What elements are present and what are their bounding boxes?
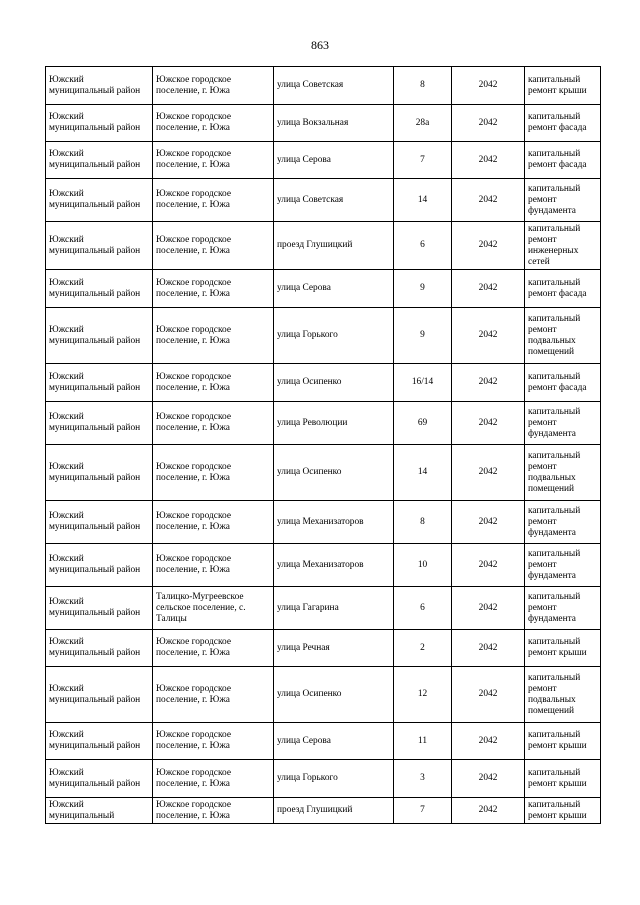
street-cell: улица Серова [274, 270, 394, 308]
street-cell: улица Горького [274, 308, 394, 364]
year-cell: 2042 [452, 308, 525, 364]
district-cell: Южский муниципальный район [46, 222, 153, 270]
house-number-cell: 28а [394, 105, 452, 142]
district-cell: Южский муниципальный район [46, 402, 153, 445]
work-type-cell: капитальный ремонт подвальных помещений [525, 308, 601, 364]
settlement-cell: Южское городское поселение, г. Южа [153, 222, 274, 270]
work-type-cell: капитальный ремонт фасада [525, 364, 601, 402]
house-number-cell: 69 [394, 402, 452, 445]
work-type-cell: капитальный ремонт крыши [525, 723, 601, 760]
house-number-cell: 6 [394, 587, 452, 630]
table-row [46, 142, 601, 179]
district-cell: Южский муниципальный район [46, 105, 153, 142]
house-number-cell: 7 [394, 798, 452, 824]
house-number-cell: 16/14 [394, 364, 452, 402]
table-row [46, 308, 601, 364]
year-cell: 2042 [452, 667, 525, 723]
settlement-cell: Южское городское поселение, г. Южа [153, 308, 274, 364]
settlement-cell: Южское городское поселение, г. Южа [153, 179, 274, 222]
settlement-cell: Южское городское поселение, г. Южа [153, 723, 274, 760]
year-cell: 2042 [452, 723, 525, 760]
settlement-cell: Южское городское поселение, г. Южа [153, 105, 274, 142]
work-type-cell: капитальный ремонт подвальных помещений [525, 445, 601, 501]
table-row [46, 798, 601, 824]
year-cell: 2042 [452, 364, 525, 402]
street-cell: улица Советская [274, 67, 394, 105]
table-row [46, 105, 601, 142]
street-cell: проезд Глушицкий [274, 222, 394, 270]
house-number-cell: 10 [394, 544, 452, 587]
house-number-cell: 14 [394, 179, 452, 222]
street-cell: улица Осипенко [274, 445, 394, 501]
district-cell: Южский муниципальный район [46, 667, 153, 723]
district-cell: Южский муниципальный район [46, 364, 153, 402]
street-cell: улица Серова [274, 142, 394, 179]
house-number-cell: 9 [394, 270, 452, 308]
settlement-cell: Южское городское поселение, г. Южа [153, 445, 274, 501]
street-cell: улица Революции [274, 402, 394, 445]
district-cell: Южский муниципальный район [46, 630, 153, 667]
house-number-cell: 9 [394, 308, 452, 364]
work-type-cell: капитальный ремонт крыши [525, 67, 601, 105]
settlement-cell: Южское городское поселение, г. Южа [153, 798, 274, 824]
table-row [46, 270, 601, 308]
settlement-cell: Южское городское поселение, г. Южа [153, 667, 274, 723]
year-cell: 2042 [452, 501, 525, 544]
work-type-cell: капитальный ремонт фасада [525, 270, 601, 308]
street-cell: улица Гагарина [274, 587, 394, 630]
work-type-cell: капитальный ремонт фундамента [525, 544, 601, 587]
street-cell: улица Механизаторов [274, 501, 394, 544]
district-cell: Южский муниципальный [46, 798, 153, 824]
table-row [46, 544, 601, 587]
district-cell: Южский муниципальный район [46, 501, 153, 544]
year-cell: 2042 [452, 222, 525, 270]
district-cell: Южский муниципальный район [46, 587, 153, 630]
table-row [46, 445, 601, 501]
year-cell: 2042 [452, 270, 525, 308]
street-cell: проезд Глушицкий [274, 798, 394, 824]
year-cell: 2042 [452, 179, 525, 222]
settlement-cell: Южское городское поселение, г. Южа [153, 402, 274, 445]
district-cell: Южский муниципальный район [46, 179, 153, 222]
street-cell: улица Речная [274, 630, 394, 667]
street-cell: улица Механизаторов [274, 544, 394, 587]
table-row [46, 760, 601, 798]
street-cell: улица Советская [274, 179, 394, 222]
work-type-cell: капитальный ремонт инженерных сетей [525, 222, 601, 270]
district-cell: Южский муниципальный район [46, 67, 153, 105]
work-type-cell: капитальный ремонт крыши [525, 798, 601, 824]
house-number-cell: 11 [394, 723, 452, 760]
year-cell: 2042 [452, 67, 525, 105]
district-cell: Южский муниципальный район [46, 723, 153, 760]
year-cell: 2042 [452, 445, 525, 501]
house-number-cell: 12 [394, 667, 452, 723]
settlement-cell: Южское городское поселение, г. Южа [153, 544, 274, 587]
work-type-cell: капитальный ремонт фасада [525, 142, 601, 179]
street-cell: улица Вокзальная [274, 105, 394, 142]
district-cell: Южский муниципальный район [46, 445, 153, 501]
settlement-cell: Южское городское поселение, г. Южа [153, 142, 274, 179]
table-row [46, 402, 601, 445]
settlement-cell: Талицко-Мугреевское сельское поселение, с. Талицы [153, 587, 274, 630]
year-cell: 2042 [452, 630, 525, 667]
year-cell: 2042 [452, 105, 525, 142]
work-type-cell: капитальный ремонт крыши [525, 760, 601, 798]
district-cell: Южский муниципальный район [46, 270, 153, 308]
table-row [46, 667, 601, 723]
district-cell: Южский муниципальный район [46, 142, 153, 179]
house-number-cell: 8 [394, 501, 452, 544]
settlement-cell: Южское городское поселение, г. Южа [153, 501, 274, 544]
repair-schedule-table [45, 66, 601, 824]
district-cell: Южский муниципальный район [46, 308, 153, 364]
street-cell: улица Осипенко [274, 364, 394, 402]
table-body [46, 67, 601, 824]
work-type-cell: капитальный ремонт фундамента [525, 402, 601, 445]
district-cell: Южский муниципальный район [46, 760, 153, 798]
table-row [46, 67, 601, 105]
settlement-cell: Южское городское поселение, г. Южа [153, 760, 274, 798]
street-cell: улица Серова [274, 723, 394, 760]
street-cell: улица Горького [274, 760, 394, 798]
table-row [46, 222, 601, 270]
table-row [46, 630, 601, 667]
work-type-cell: капитальный ремонт подвальных помещений [525, 667, 601, 723]
settlement-cell: Южское городское поселение, г. Южа [153, 270, 274, 308]
work-type-cell: капитальный ремонт фасада [525, 105, 601, 142]
house-number-cell: 3 [394, 760, 452, 798]
house-number-cell: 14 [394, 445, 452, 501]
table-row [46, 723, 601, 760]
work-type-cell: капитальный ремонт фундамента [525, 587, 601, 630]
house-number-cell: 8 [394, 67, 452, 105]
table-row [46, 501, 601, 544]
year-cell: 2042 [452, 760, 525, 798]
work-type-cell: капитальный ремонт фундамента [525, 179, 601, 222]
work-type-cell: капитальный ремонт крыши [525, 630, 601, 667]
house-number-cell: 2 [394, 630, 452, 667]
year-cell: 2042 [452, 798, 525, 824]
year-cell: 2042 [452, 544, 525, 587]
year-cell: 2042 [452, 402, 525, 445]
settlement-cell: Южское городское поселение, г. Южа [153, 364, 274, 402]
house-number-cell: 7 [394, 142, 452, 179]
year-cell: 2042 [452, 587, 525, 630]
house-number-cell: 6 [394, 222, 452, 270]
page-number: 863 [311, 38, 329, 52]
table-row [46, 179, 601, 222]
street-cell: улица Осипенко [274, 667, 394, 723]
district-cell: Южский муниципальный район [46, 544, 153, 587]
table-row [46, 587, 601, 630]
settlement-cell: Южское городское поселение, г. Южа [153, 67, 274, 105]
settlement-cell: Южское городское поселение, г. Южа [153, 630, 274, 667]
table-row [46, 364, 601, 402]
work-type-cell: капитальный ремонт фундамента [525, 501, 601, 544]
year-cell: 2042 [452, 142, 525, 179]
